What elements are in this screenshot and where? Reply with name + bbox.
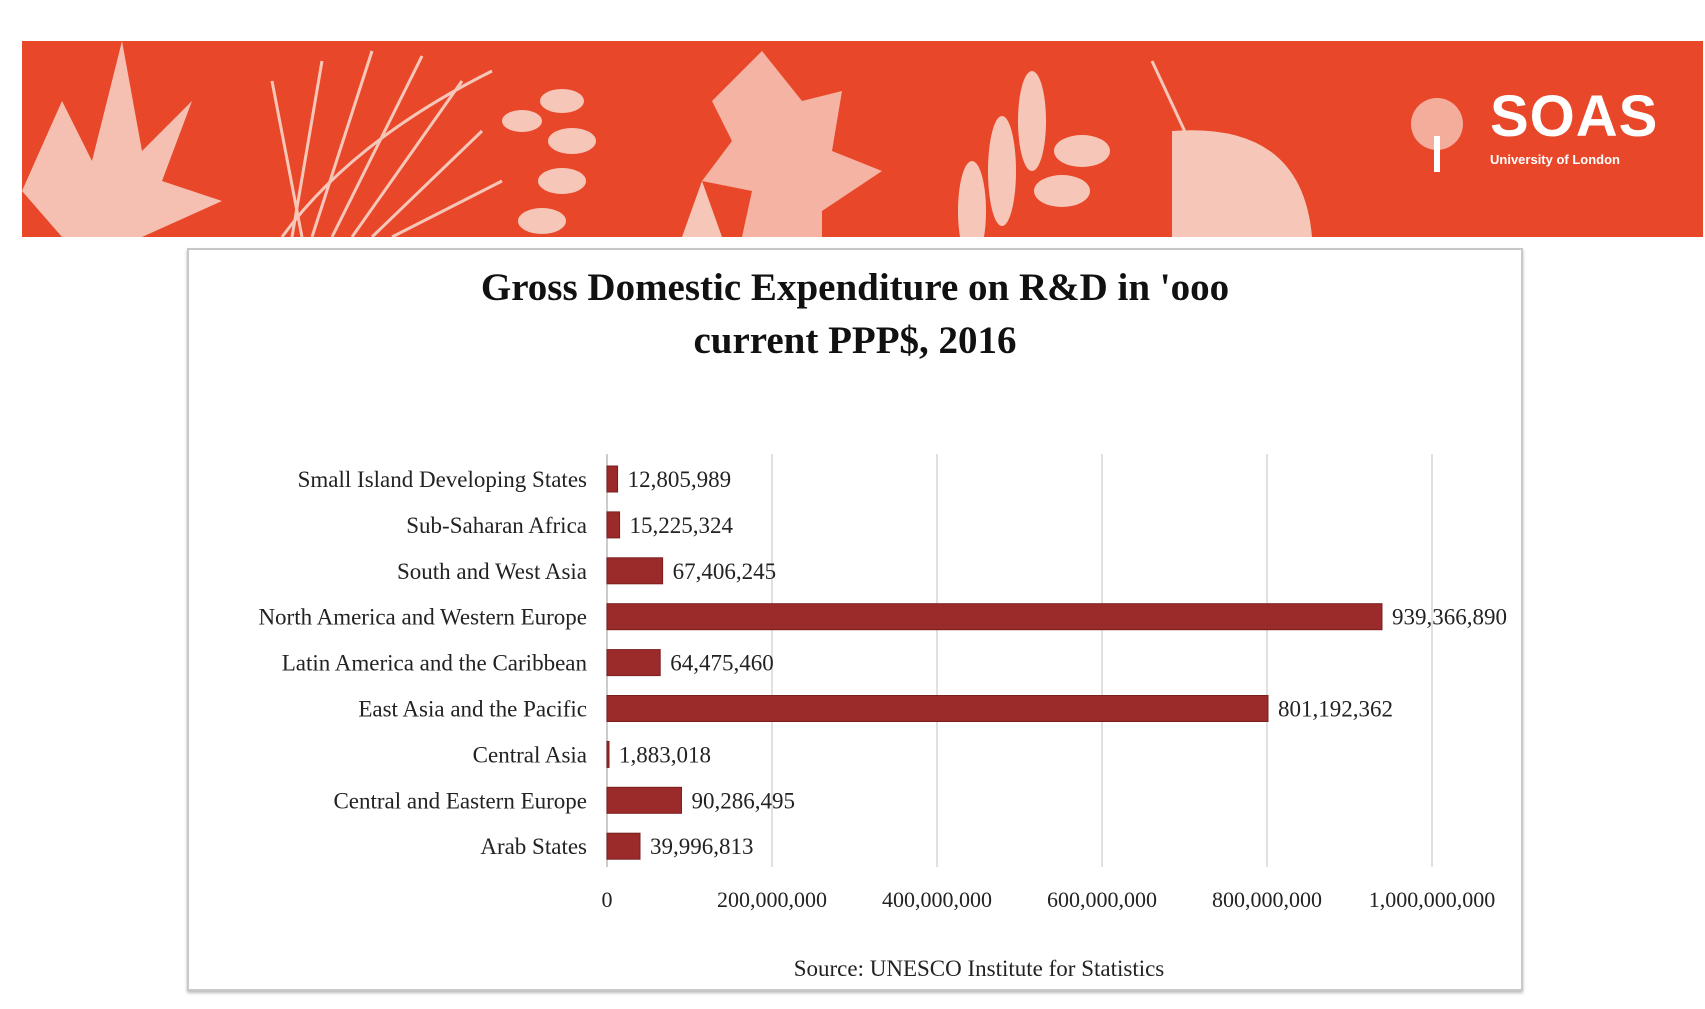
value-label: 15,225,324 xyxy=(629,512,734,538)
bar xyxy=(607,650,660,676)
value-label: 90,286,495 xyxy=(691,788,795,814)
category-label: Latin America and the Caribbean xyxy=(281,650,587,676)
category-label: North America and Western Europe xyxy=(258,604,587,630)
x-tick-label: 600,000,000 xyxy=(1047,887,1157,912)
value-label: 801,192,362 xyxy=(1277,696,1393,722)
chart-container xyxy=(187,248,1523,991)
category-label: Central and Eastern Europe xyxy=(333,788,587,814)
chart-title-line-1: Gross Domestic Expenditure on R&D in 'ooo xyxy=(480,266,1230,309)
logo-wordmark: SOAS xyxy=(1490,84,1659,149)
value-label: 39,996,813 xyxy=(649,834,754,860)
logo-subtext: University of London xyxy=(1490,152,1620,167)
bar xyxy=(607,512,620,538)
chart-title-line-2: current PPP$, 2016 xyxy=(693,319,1017,362)
category-label: Arab States xyxy=(480,834,587,860)
x-tick-label: 800,000,000 xyxy=(1212,887,1322,912)
bar xyxy=(607,696,1268,722)
chart-source: Source: UNESCO Institute for Statistics xyxy=(793,956,1165,981)
value-label: 67,406,245 xyxy=(672,558,777,584)
soas-logo xyxy=(1490,83,1658,169)
bar xyxy=(607,833,640,859)
category-label: Central Asia xyxy=(472,742,587,768)
bar xyxy=(607,787,681,813)
value-label: 1,883,018 xyxy=(619,742,711,768)
value-label: 939,366,890 xyxy=(1391,604,1507,630)
x-tick-label: 400,000,000 xyxy=(882,887,992,912)
category-label: Small Island Developing States xyxy=(297,467,587,492)
bar xyxy=(607,558,663,584)
x-tick-label: 0 xyxy=(601,887,613,912)
category-label: Sub-Saharan Africa xyxy=(406,512,587,538)
category-label: East Asia and the Pacific xyxy=(358,696,587,722)
x-tick-label: 1,000,000,000 xyxy=(1368,887,1496,912)
bar xyxy=(607,604,1382,630)
bar xyxy=(607,466,618,492)
bar xyxy=(607,741,609,767)
value-label: 12,805,989 xyxy=(627,467,732,492)
x-tick-label: 200,000,000 xyxy=(717,887,827,912)
value-label: 64,475,460 xyxy=(670,650,774,676)
tree-icon xyxy=(1402,96,1472,176)
category-label: South and West Asia xyxy=(396,558,587,584)
header-banner xyxy=(22,41,1703,237)
bar-chart xyxy=(189,250,1521,989)
